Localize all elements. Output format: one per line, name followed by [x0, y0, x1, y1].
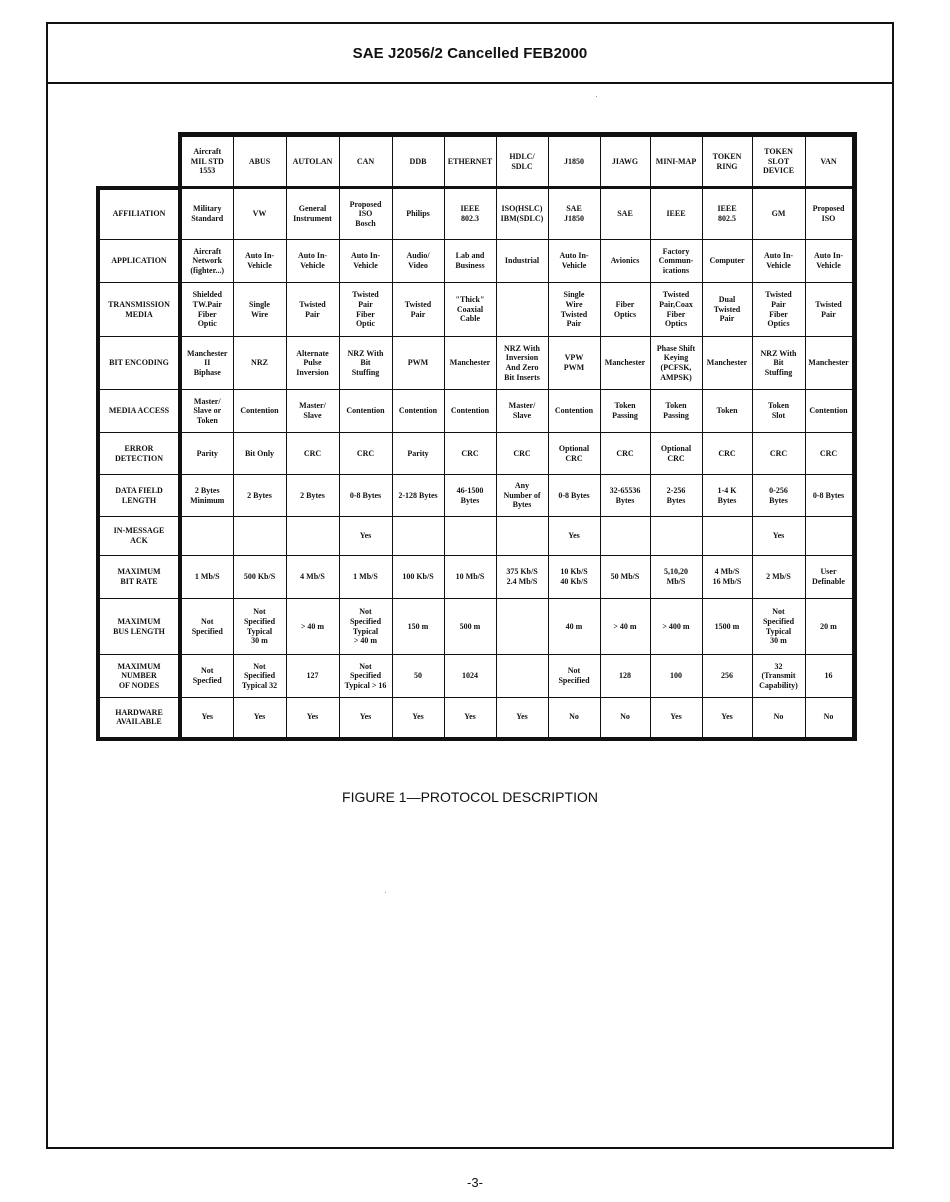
scan-speck [385, 892, 386, 893]
table-cell: 100 [650, 655, 702, 698]
column-header: CAN [339, 135, 392, 188]
table-cell [600, 517, 650, 556]
table-cell: 2 Bytes [233, 475, 286, 517]
row-header: AFFILIATION [98, 188, 180, 240]
column-header: VAN [805, 135, 854, 188]
table-row [98, 337, 854, 390]
table-row [98, 240, 854, 283]
column-header: JIAWG [600, 135, 650, 188]
table-cell: 50 Mb/S [600, 556, 650, 599]
table-cell: Yes [339, 517, 392, 556]
table-cell: Phase Shift Keying (PCFSK, AMPSK) [650, 337, 702, 390]
row-header: BIT ENCODING [98, 337, 180, 390]
table-cell: Any Number of Bytes [496, 475, 548, 517]
table-cell: CRC [600, 433, 650, 475]
table-cell: Auto In- Vehicle [339, 240, 392, 283]
table-cell: Parity [392, 433, 444, 475]
table-cell: 4 Mb/S 16 Mb/S [702, 556, 752, 599]
table-cell [702, 517, 752, 556]
table-cell: 0-8 Bytes [339, 475, 392, 517]
table-cell: 1 Mb/S [339, 556, 392, 599]
table-cell: CRC [286, 433, 339, 475]
table-cell: Contention [444, 390, 496, 433]
table-cell: IEEE 802.5 [702, 188, 752, 240]
table-cell: Proposed ISO [805, 188, 854, 240]
table-cell: 0-256 Bytes [752, 475, 805, 517]
table-cell: Bit Only [233, 433, 286, 475]
table-cell: Military Standard [180, 188, 233, 240]
table-cell: Manchester [702, 337, 752, 390]
table-cell: Twisted Pair [286, 283, 339, 337]
table-cell: Dual Twisted Pair [702, 283, 752, 337]
table-cell: Industrial [496, 240, 548, 283]
table-cell: PWM [392, 337, 444, 390]
row-header: MAXIMUM NUMBER OF NODES [98, 655, 180, 698]
table-cell: IEEE [650, 188, 702, 240]
table-cell: No [752, 698, 805, 739]
table-cell: "Thick" Coaxial Cable [444, 283, 496, 337]
table-cell: 0-8 Bytes [805, 475, 854, 517]
table-cell: Manchester [805, 337, 854, 390]
table-cell: Yes [180, 698, 233, 739]
table-cell: General Instrument [286, 188, 339, 240]
table-cell: No [548, 698, 600, 739]
table-cell: Token Passing [600, 390, 650, 433]
table-cell: Avionics [600, 240, 650, 283]
row-header: MAXIMUM BIT RATE [98, 556, 180, 599]
table-cell: Auto In- Vehicle [286, 240, 339, 283]
table-cell [496, 517, 548, 556]
table-cell: Token Slot [752, 390, 805, 433]
table-corner [98, 135, 180, 188]
table-cell: > 40 m [600, 599, 650, 655]
table-cell: 1-4 K Bytes [702, 475, 752, 517]
page-number: -3- [467, 1175, 483, 1190]
table-cell: Not Specified Typical 32 [233, 655, 286, 698]
column-header: Aircraft MIL STD 1553 [180, 135, 233, 188]
column-header: J1850 [548, 135, 600, 188]
table-cell: > 400 m [650, 599, 702, 655]
table-cell: 32 (Transmit Capability) [752, 655, 805, 698]
row-header: DATA FIELD LENGTH [98, 475, 180, 517]
table-cell: 375 Kb/S 2.4 Mb/S [496, 556, 548, 599]
table-cell: Not Specified Typical 30 m [752, 599, 805, 655]
table-cell: Twisted Pair,Coax Fiber Optics [650, 283, 702, 337]
table-cell: Parity [180, 433, 233, 475]
table-cell: Auto In- Vehicle [548, 240, 600, 283]
table-cell: 127 [286, 655, 339, 698]
table-cell [444, 517, 496, 556]
table-cell: Master/ Slave or Token [180, 390, 233, 433]
table-cell: Optional CRC [650, 433, 702, 475]
table-cell: Twisted Pair Fiber Optics [752, 283, 805, 337]
table-cell: Single Wire [233, 283, 286, 337]
protocol-table [96, 132, 857, 741]
row-header: MEDIA ACCESS [98, 390, 180, 433]
table-cell [496, 283, 548, 337]
table-cell: 1 Mb/S [180, 556, 233, 599]
row-header: ERROR DETECTION [98, 433, 180, 475]
table-cell: NRZ [233, 337, 286, 390]
table-cell: Twisted Pair [392, 283, 444, 337]
table-cell: Twisted Pair [805, 283, 854, 337]
table-cell: 1500 m [702, 599, 752, 655]
table-cell: 46-1500 Bytes [444, 475, 496, 517]
table-cell: Manchester II Biphase [180, 337, 233, 390]
table-cell: 32-65536 Bytes [600, 475, 650, 517]
document-title: SAE J2056/2 Cancelled FEB2000 [352, 44, 588, 62]
table-cell: 2-256 Bytes [650, 475, 702, 517]
table-cell: 5,10,20 Mb/S [650, 556, 702, 599]
document-header [48, 24, 892, 84]
table-row [98, 475, 854, 517]
table-cell: Yes [496, 698, 548, 739]
table-cell: 10 Kb/S 40 Kb/S [548, 556, 600, 599]
row-header: TRANSMISSION MEDIA [98, 283, 180, 337]
table-cell: IEEE 802.3 [444, 188, 496, 240]
table-cell: 4 Mb/S [286, 556, 339, 599]
table-cell: Auto In- Vehicle [805, 240, 854, 283]
figure-caption: FIGURE 1—PROTOCOL DESCRIPTION [342, 789, 598, 805]
table-cell: 40 m [548, 599, 600, 655]
table-cell: Contention [233, 390, 286, 433]
table-cell: Single Wire Twisted Pair [548, 283, 600, 337]
table-cell: Audio/ Video [392, 240, 444, 283]
table-cell: SAE [600, 188, 650, 240]
table-cell: Token [702, 390, 752, 433]
column-header: MINI-MAP [650, 135, 702, 188]
table-cell: GM [752, 188, 805, 240]
table-cell: Yes [392, 698, 444, 739]
table-cell: 10 Mb/S [444, 556, 496, 599]
row-header: MAXIMUM BUS LENGTH [98, 599, 180, 655]
table-cell [496, 599, 548, 655]
column-header: HDLC/ SDLC [496, 135, 548, 188]
table-cell: 128 [600, 655, 650, 698]
page-frame [46, 22, 894, 1149]
table-cell: Philips [392, 188, 444, 240]
table-cell: Yes [650, 698, 702, 739]
table-row [98, 599, 854, 655]
table-cell: SAE J1850 [548, 188, 600, 240]
table-cell: 2 Mb/S [752, 556, 805, 599]
table-cell: 16 [805, 655, 854, 698]
table-cell [286, 517, 339, 556]
table-cell: NRZ With Bit Stuffing [752, 337, 805, 390]
table-row [98, 188, 854, 240]
table-row [98, 283, 854, 337]
table-cell: Not Specfied [180, 655, 233, 698]
table-cell: No [805, 698, 854, 739]
column-header: DDB [392, 135, 444, 188]
table-cell: 20 m [805, 599, 854, 655]
table-cell: ISO(HSLC) IBM(SDLC) [496, 188, 548, 240]
table-cell: 500 m [444, 599, 496, 655]
table-cell: Not Specified Typical > 40 m [339, 599, 392, 655]
table-cell: > 40 m [286, 599, 339, 655]
table-cell: VPW PWM [548, 337, 600, 390]
table-cell: 2 Bytes [286, 475, 339, 517]
table-cell: Auto In- Vehicle [752, 240, 805, 283]
table-cell: Not Specified Typical > 16 [339, 655, 392, 698]
table-cell: Contention [339, 390, 392, 433]
table-cell: Yes [286, 698, 339, 739]
table-cell: Shielded TW.Pair Fiber Optic [180, 283, 233, 337]
table-cell: Yes [702, 698, 752, 739]
table-cell: Manchester [444, 337, 496, 390]
table-cell: Master/ Slave [286, 390, 339, 433]
table-cell: NRZ With Inversion And Zero Bit Inserts [496, 337, 548, 390]
table-cell: User Definable [805, 556, 854, 599]
table-cell: Contention [548, 390, 600, 433]
table-cell [233, 517, 286, 556]
column-header: ABUS [233, 135, 286, 188]
table-cell: Alternate Pulse Inversion [286, 337, 339, 390]
scan-speck [596, 96, 597, 97]
table-cell: Optional CRC [548, 433, 600, 475]
table-row [98, 556, 854, 599]
table-cell: Proposed ISO Bosch [339, 188, 392, 240]
table-cell: VW [233, 188, 286, 240]
table-cell: Master/ Slave [496, 390, 548, 433]
table-cell: CRC [496, 433, 548, 475]
table-cell: CRC [805, 433, 854, 475]
table-cell: Yes [233, 698, 286, 739]
table-cell: No [600, 698, 650, 739]
table-row [98, 390, 854, 433]
table-cell: 2-128 Bytes [392, 475, 444, 517]
column-header: AUTOLAN [286, 135, 339, 188]
table-cell [392, 517, 444, 556]
table-row [98, 655, 854, 698]
table-header-row [98, 135, 854, 188]
protocol-table-container [96, 132, 857, 741]
table-cell: Computer [702, 240, 752, 283]
table-cell [496, 655, 548, 698]
table-cell: CRC [339, 433, 392, 475]
table-cell: 1024 [444, 655, 496, 698]
table-cell: 100 Kb/S [392, 556, 444, 599]
table-cell: Auto In- Vehicle [233, 240, 286, 283]
column-header: TOKEN RING [702, 135, 752, 188]
table-cell: 256 [702, 655, 752, 698]
table-cell: 2 Bytes Minimum [180, 475, 233, 517]
table-cell: NRZ With Bit Stuffing [339, 337, 392, 390]
table-cell: Factory Commun- ications [650, 240, 702, 283]
table-cell [180, 517, 233, 556]
table-cell: Contention [805, 390, 854, 433]
table-cell: Contention [392, 390, 444, 433]
table-row [98, 433, 854, 475]
table-cell: Not Specified [548, 655, 600, 698]
row-header: IN-MESSAGE ACK [98, 517, 180, 556]
table-cell [650, 517, 702, 556]
table-cell: Aircraft Network (fighter...) [180, 240, 233, 283]
table-cell: 150 m [392, 599, 444, 655]
row-header: APPLICATION [98, 240, 180, 283]
table-cell: 500 Kb/S [233, 556, 286, 599]
table-cell: Fiber Optics [600, 283, 650, 337]
table-cell: Not Specified Typical 30 m [233, 599, 286, 655]
table-cell: CRC [752, 433, 805, 475]
table-cell: Twisted Pair Fiber Optic [339, 283, 392, 337]
table-cell: Yes [444, 698, 496, 739]
table-cell: CRC [702, 433, 752, 475]
table-cell: Token Passing [650, 390, 702, 433]
table-cell [805, 517, 854, 556]
column-header: ETHERNET [444, 135, 496, 188]
table-cell: Manchester [600, 337, 650, 390]
table-row [98, 698, 854, 739]
table-row [98, 517, 854, 556]
table-cell: Yes [548, 517, 600, 556]
table-cell: Lab and Business [444, 240, 496, 283]
row-header: HARDWARE AVAILABLE [98, 698, 180, 739]
table-cell: Not Specified [180, 599, 233, 655]
table-cell: Yes [752, 517, 805, 556]
column-header: TOKEN SLOT DEVICE [752, 135, 805, 188]
table-cell: 50 [392, 655, 444, 698]
table-cell: CRC [444, 433, 496, 475]
table-cell: 0-8 Bytes [548, 475, 600, 517]
table-cell: Yes [339, 698, 392, 739]
